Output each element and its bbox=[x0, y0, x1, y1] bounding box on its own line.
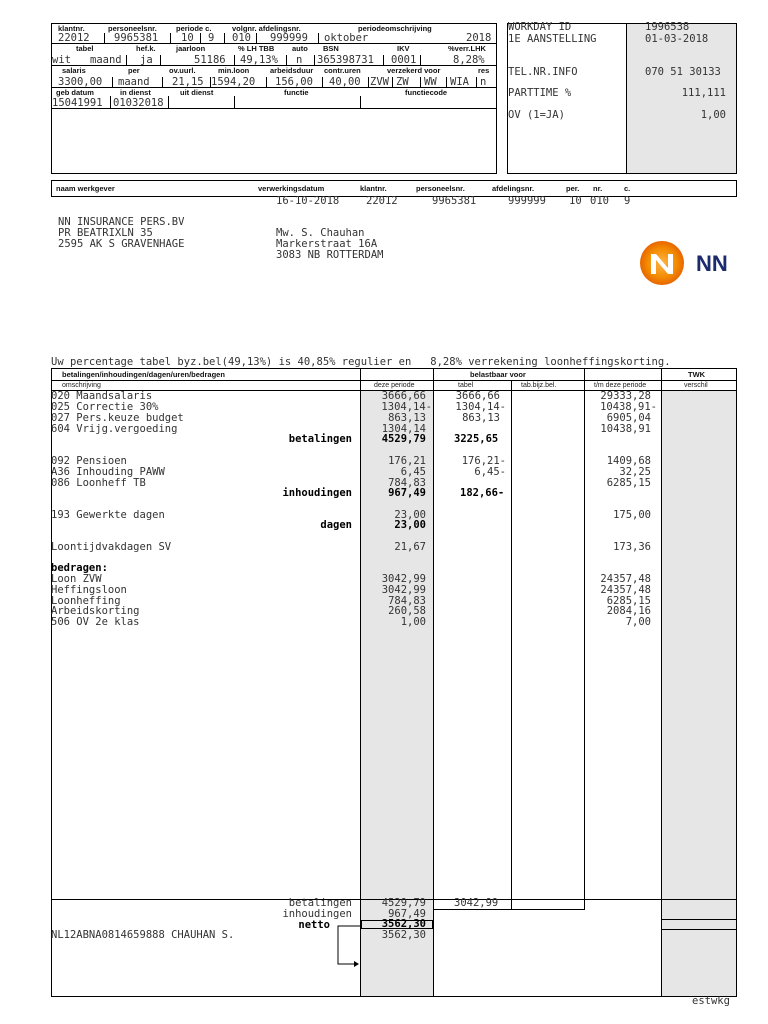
row-desc: 506 OV 2e klas bbox=[51, 616, 140, 628]
info-value-parttime: 111,111 bbox=[681, 87, 726, 99]
value-verz-ww: WW bbox=[424, 76, 437, 88]
row-period: 176,21 bbox=[388, 455, 426, 467]
row-period: 260,58 bbox=[388, 605, 426, 617]
value-bsn: 365398731 bbox=[317, 54, 374, 66]
row-desc: 086 Loonheff TB bbox=[51, 477, 146, 489]
row-subtotal-tabel: 182,66- bbox=[460, 487, 505, 499]
row-ytd: 175,00 bbox=[613, 509, 651, 521]
row-period: 784,83 bbox=[388, 595, 426, 607]
value-bar-per: 10 bbox=[569, 195, 582, 207]
row-desc: Loonheffing bbox=[51, 595, 121, 607]
label-bar-nr: nr. bbox=[593, 184, 603, 193]
row-ytd: 7,00 bbox=[625, 616, 651, 628]
label-personeelsnr: personeelsnr. bbox=[108, 24, 157, 33]
value-bar-klantnr: 22012 bbox=[366, 195, 398, 207]
info-label-aanstelling: 1E AANSTELLING bbox=[508, 33, 597, 45]
value-lh-tbb: 49,13% bbox=[240, 54, 278, 66]
value-verz-wia: WIA bbox=[450, 76, 469, 88]
row-ytd: 10438,91- bbox=[600, 401, 657, 413]
row-ytd: 6905,04 bbox=[606, 412, 651, 424]
label-uit-dienst: uit dienst bbox=[180, 88, 214, 97]
info-label-workday-id: WORKDAY ID bbox=[508, 21, 572, 33]
row-period: 863,13 bbox=[388, 412, 426, 424]
label-min-loon: min.loon bbox=[218, 66, 250, 75]
nn-logo-text: NN bbox=[696, 251, 728, 276]
row-ytd: 6285,15 bbox=[606, 595, 651, 607]
row-tabel: 6,45- bbox=[474, 466, 506, 478]
value-contr-uren: 40,00 bbox=[329, 76, 361, 88]
info-label-tel: TEL.NR.INFO bbox=[508, 66, 578, 78]
value-klantnr: 22012 bbox=[58, 32, 90, 44]
row-subtotal-period: 4529,79 bbox=[381, 433, 426, 445]
value-volgnr: 010 bbox=[232, 32, 251, 44]
row-ytd: 173,36 bbox=[613, 541, 651, 553]
value-afdelingsnr: 999999 bbox=[270, 32, 308, 44]
row-desc: 193 Gewerkte dagen bbox=[51, 509, 165, 521]
info-value-tel: 070 51 30133 bbox=[645, 66, 721, 78]
value-ov-uurl: 21,15 bbox=[172, 76, 204, 88]
row-desc: 092 Pensioen bbox=[51, 455, 127, 467]
totals-betalingen-tabel: 3042,99 bbox=[454, 897, 499, 909]
value-hef-k: ja bbox=[140, 54, 153, 66]
row-desc: Loon ZVW bbox=[51, 573, 102, 585]
label-hef-k: hef.k. bbox=[136, 44, 156, 53]
section-heading-bedragen: bedragen: bbox=[51, 562, 108, 574]
value-verz-zvw: ZVW bbox=[370, 76, 389, 88]
label-verr-lhk: %verr.LHK bbox=[448, 44, 486, 53]
label-klantnr: klantnr. bbox=[58, 24, 85, 33]
row-desc: A36 Inhouding PAWW bbox=[51, 466, 165, 478]
label-geb-datum: geb datum bbox=[56, 88, 94, 97]
row-desc: Loontijdvakdagen SV bbox=[51, 541, 172, 553]
value-bar-afdelingsnr: 999999 bbox=[508, 195, 546, 207]
employer-address-line-3: 2595 AK S GRAVENHAGE bbox=[58, 238, 185, 250]
row-subtotal-label: betalingen bbox=[288, 433, 352, 445]
value-geb-datum: 15041991 bbox=[52, 97, 103, 109]
employee-address-line-1: Mw. S. Chauhan bbox=[276, 227, 365, 239]
value-tabel-periode: maand bbox=[90, 54, 122, 66]
row-period: 784,83 bbox=[388, 477, 426, 489]
value-min-loon: 1594,20 bbox=[211, 76, 256, 88]
totals-netto: 3562,30 bbox=[381, 918, 426, 930]
row-ytd: 10438,91 bbox=[600, 423, 651, 435]
row-tabel: 863,13 bbox=[462, 412, 500, 424]
label-salaris: salaris bbox=[62, 66, 86, 75]
value-periodeomschrijving: oktober bbox=[324, 32, 369, 44]
row-period: 1304,14 bbox=[381, 423, 426, 435]
row-desc: 025 Correctie 30% bbox=[51, 401, 159, 413]
row-ytd: 29333,28 bbox=[600, 390, 651, 402]
row-ytd: 24357,48 bbox=[600, 584, 651, 596]
row-ytd: 1409,68 bbox=[606, 455, 651, 467]
totals-netto-label: netto bbox=[298, 919, 330, 931]
value-in-dienst: 01032018 bbox=[113, 97, 164, 109]
row-tabel: 1304,14- bbox=[455, 401, 506, 413]
info-label-ov: OV (1=JA) bbox=[508, 109, 565, 121]
employer-address-line-2: PR BEATRIXLN 35 bbox=[58, 227, 153, 239]
label-ov-uurl: ov.uurl. bbox=[169, 66, 196, 75]
label-bsn: BSN bbox=[323, 44, 339, 53]
totals-inhoudingen: 967,49 bbox=[388, 908, 426, 920]
label-arbeidsduur: arbeidsduur bbox=[270, 66, 314, 75]
row-period: 3042,99 bbox=[381, 584, 426, 596]
totals-netto-repeat: 3562,30 bbox=[381, 929, 426, 941]
row-ytd: 24357,48 bbox=[600, 573, 651, 585]
value-per: maand bbox=[118, 76, 150, 88]
label-bar-klantnr: klantnr. bbox=[360, 184, 387, 193]
totals-inhoudingen-label: inhoudingen bbox=[282, 908, 352, 920]
row-tabel: 3666,66 bbox=[455, 390, 500, 402]
label-res: res bbox=[478, 66, 490, 75]
row-period: 23,00 bbox=[394, 509, 426, 521]
employee-address-line-2: Markerstraat 16A bbox=[276, 238, 378, 250]
value-salaris: 3300,00 bbox=[58, 76, 103, 88]
label-tabel: tabel bbox=[76, 44, 94, 53]
value-personeelsnr: 9965381 bbox=[114, 32, 159, 44]
totals-betalingen-label: betalingen bbox=[288, 897, 352, 909]
value-jaar: 2018 bbox=[466, 32, 492, 44]
value-verr-lhk: 8,28% bbox=[453, 54, 485, 66]
header-twk: TWK bbox=[688, 370, 706, 379]
value-tabel: wit bbox=[52, 54, 71, 66]
label-periode-c: periode c. bbox=[176, 24, 212, 33]
row-tabel: 176,21- bbox=[461, 455, 506, 467]
value-jaarloon: 51186 bbox=[194, 54, 226, 66]
iban-line: NL12ABNA0814659888 CHAUHAN S. bbox=[51, 929, 235, 941]
row-period: 1304,14- bbox=[381, 401, 432, 413]
header-omschrijving: omschrijving bbox=[62, 382, 101, 389]
employee-address-line-3: 3083 NB ROTTERDAM bbox=[276, 249, 384, 261]
row-desc: Heffingsloon bbox=[51, 584, 127, 596]
nn-lion-icon bbox=[638, 240, 686, 286]
label-bar-personeelsnr: personeelsnr. bbox=[416, 184, 465, 193]
employer-address-line-1: NN INSURANCE PERS.BV bbox=[58, 216, 185, 228]
label-in-dienst: in dienst bbox=[120, 88, 151, 97]
row-subtotal-label: dagen bbox=[320, 519, 352, 531]
label-auto: auto bbox=[292, 44, 308, 53]
header-tab-bijz-bel: tab.bijz.bel. bbox=[521, 382, 557, 389]
info-value-aanstelling: 01-03-2018 bbox=[645, 33, 709, 45]
row-ytd: 2084,16 bbox=[606, 605, 651, 617]
row-subtotal-period: 23,00 bbox=[394, 519, 426, 531]
row-subtotal-tabel: 3225,65 bbox=[454, 433, 499, 445]
value-res: n bbox=[480, 76, 487, 88]
header-verschil: verschil bbox=[684, 382, 708, 389]
label-lh-tbb: % LH TBB bbox=[238, 44, 275, 53]
row-period: 1,00 bbox=[400, 616, 426, 628]
label-verwerkingsdatum: verwerkingsdatum bbox=[258, 184, 325, 193]
row-period: 6,45 bbox=[400, 466, 426, 478]
value-verwerkingsdatum: 16-10-2018 bbox=[276, 195, 340, 207]
value-c: 9 bbox=[208, 32, 215, 44]
label-contr-uren: contr.uren bbox=[324, 66, 361, 75]
header-main: betalingen/inhoudingen/dagen/uren/bedragen bbox=[62, 370, 225, 379]
value-ikv: 0001 bbox=[391, 54, 417, 66]
row-period: 3666,66 bbox=[381, 390, 426, 402]
value-bar-c: 9 bbox=[624, 195, 631, 207]
value-bar-personeelsnr: 9965381 bbox=[432, 195, 477, 207]
arrow-icon bbox=[334, 924, 364, 968]
label-periodeomschrijving: periodeomschrijving bbox=[358, 24, 432, 33]
header-tabel: tabel bbox=[458, 382, 474, 389]
percentage-line: Uw percentage tabel byz.bel(49,13%) is 40,85% regulier en 8,28% verrekening loonheffingskorting. bbox=[51, 356, 671, 368]
row-desc: 604 Vrijg.vergoeding bbox=[51, 423, 178, 435]
label-volgnr-afdelingsnr: volgnr. afdelingsnr. bbox=[232, 24, 301, 33]
value-periode: 10 bbox=[181, 32, 194, 44]
footer-code: estwkg bbox=[692, 995, 730, 1007]
row-ytd: 32,25 bbox=[619, 466, 651, 478]
row-subtotal-label: inhoudingen bbox=[282, 487, 352, 499]
label-bar-afdelingsnr: afdelingsnr. bbox=[492, 184, 535, 193]
label-bar-c: c. bbox=[624, 184, 631, 193]
row-ytd: 6285,15 bbox=[606, 477, 651, 489]
label-bar-per: per. bbox=[566, 184, 580, 193]
value-verz-zw: ZW bbox=[396, 76, 409, 88]
value-arbeidsduur: 156,00 bbox=[275, 76, 313, 88]
header-deze-periode: deze periode bbox=[374, 382, 415, 389]
row-period: 21,67 bbox=[394, 541, 426, 553]
row-desc: 020 Maandsalaris bbox=[51, 390, 153, 402]
label-functie: functie bbox=[284, 88, 309, 97]
value-auto: n bbox=[296, 54, 303, 66]
label-jaarloon: jaarloon bbox=[176, 44, 206, 53]
label-per: per bbox=[128, 66, 140, 75]
label-functiecode: functiecode bbox=[405, 88, 448, 97]
label-ikv: IKV bbox=[397, 44, 410, 53]
info-value-workday-id: 1996538 bbox=[645, 21, 690, 33]
header-belastbaar-voor: belastbaar voor bbox=[470, 370, 526, 379]
row-period: 3042,99 bbox=[381, 573, 426, 585]
row-subtotal-period: 967,49 bbox=[388, 487, 426, 499]
info-value-ov: 1,00 bbox=[700, 109, 726, 121]
info-label-parttime: PARTTIME % bbox=[508, 87, 572, 99]
totals-betalingen: 4529,79 bbox=[381, 897, 426, 909]
nn-logo bbox=[638, 240, 738, 286]
header-tm-deze-periode: t/m deze periode bbox=[594, 382, 647, 389]
value-bar-nr: 010 bbox=[590, 195, 609, 207]
row-desc: Arbeidskorting bbox=[51, 605, 140, 617]
label-naam-werkgever: naam werkgever bbox=[56, 184, 115, 193]
row-desc: 027 Pers.keuze budget bbox=[51, 412, 184, 424]
label-verzekerd-voor: verzekerd voor bbox=[387, 66, 441, 75]
